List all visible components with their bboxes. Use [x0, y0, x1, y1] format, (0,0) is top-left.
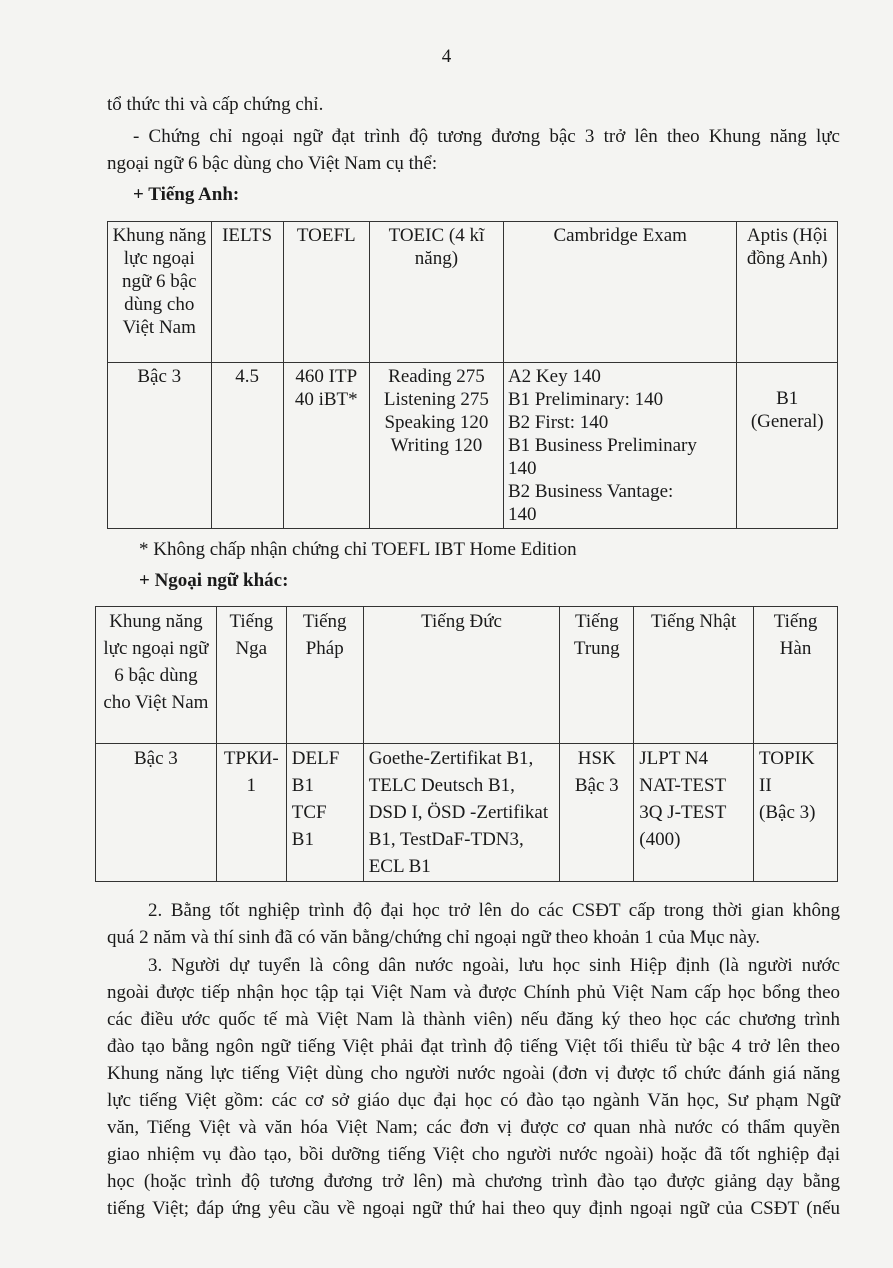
header-aptis: Aptis (Hội đồng Anh): [737, 222, 838, 363]
cell-russian: [216, 744, 286, 882]
cell-korean: [754, 744, 838, 882]
russian-line: ТРКИ-: [223, 748, 279, 769]
cell-german: Goethe-Zertifikat B1, TELC Deutsch B1, DSD I, ÖSD -Zertifikat B1, TestDaF-TDN3, ECL B1: [363, 744, 560, 882]
header-ielts: IELTS: [211, 222, 283, 363]
text-line: - Chứng chỉ ngoại ngữ đạt trình độ tương đương bậc 3 trở lên theo Khung năng lực: [133, 126, 840, 147]
cell-japanese: [634, 744, 754, 882]
text-line: Khung năng lực tiếng Việt dùng cho người nước ngoài (đơn vị được tổ chức đánh giá năng: [107, 1063, 840, 1084]
toeic-line: Speaking 120: [384, 412, 489, 433]
toefl-line: 40 iBT*: [294, 389, 358, 410]
text-line: đào tạo bằng ngôn ngữ tiếng Việt phải đạt trình độ tiếng Việt tối thiểu từ bậc 4 trở lên theo: [107, 1036, 840, 1057]
cambridge-line: B2 First: 140: [507, 412, 609, 433]
text-line: 2. Bằng tốt nghiệp trình độ đại học trở lên do các CSĐT cấp trong thời gian không: [148, 900, 840, 921]
english-heading: + Tiếng Anh:: [133, 184, 240, 205]
header-chinese: Tiếng Trung: [560, 607, 634, 744]
table-header-row: [108, 222, 838, 363]
korean-line: II: [759, 775, 772, 796]
toeic-line: Listening 275: [383, 389, 489, 410]
french-line: TCF: [291, 802, 327, 823]
japanese-line: 3Q J-TEST: [639, 802, 727, 823]
aptis-line: (General): [750, 411, 824, 432]
aptis-line: B1: [776, 388, 799, 409]
header-framework: Khung năng lực ngoại ngữ 6 bậc dùng cho Việt Nam: [96, 607, 217, 744]
header-japanese: Tiếng Nhật: [634, 607, 754, 744]
korean-line: (Bậc 3): [759, 802, 816, 823]
cell-chinese: [560, 744, 634, 882]
cambridge-line: 140: [507, 504, 537, 525]
cell-aptis: [737, 363, 838, 529]
text-line: 3. Người dự tuyển là công dân nước ngoài, lưu học sinh Hiệp định (là người nước: [148, 955, 840, 976]
french-line: DELF: [291, 748, 340, 769]
header-german: Tiếng Đức: [363, 607, 560, 744]
table-row: [108, 363, 838, 529]
text-line: ngoài được tiếp nhận học tập tại Việt Nam và được Chính phủ Việt Nam cấp học bổng theo: [107, 982, 840, 1003]
text-line: tiếng Việt; đáp ứng yêu cầu về ngoại ngữ thứ hai theo quy định ngoại ngữ của CSĐT (nếu: [107, 1198, 840, 1219]
toeic-line: Reading 275: [388, 366, 485, 387]
header-russian: Tiếng Nga: [216, 607, 286, 744]
toefl-line: 460 ITP: [295, 366, 358, 387]
page-number: 4: [441, 46, 452, 67]
cambridge-line: A2 Key 140: [507, 366, 601, 387]
cell-level: Bậc 3: [96, 744, 217, 882]
table-header-row: [96, 607, 838, 744]
english-certificate-table: [107, 221, 838, 529]
text-line: giao nhiệm vụ đào tạo, bồi dưỡng tiếng Việt cho người nước ngoài) hoặc đã tốt nghiệp đại: [107, 1144, 840, 1165]
french-line: B1: [291, 829, 314, 850]
cell-cambridge: [503, 363, 737, 529]
cambridge-line: B1 Preliminary: 140: [507, 389, 664, 410]
header-cambridge: Cambridge Exam: [503, 222, 737, 363]
cell-toefl: [283, 363, 369, 529]
cell-ielts: 4.5: [211, 363, 283, 529]
japanese-line: (400): [639, 829, 681, 850]
russian-line: 1: [246, 775, 257, 796]
header-toeic: TOEIC (4 kĩ năng): [369, 222, 503, 363]
japanese-line: NAT-TEST: [639, 775, 727, 796]
chinese-line: Bậc 3: [574, 775, 619, 796]
text-line: quá 2 năm và thí sinh đã có văn bằng/chứng chỉ ngoại ngữ theo khoản 1 của Mục này.: [107, 927, 761, 948]
text-line: tổ thức thi và cấp chứng chỉ.: [107, 94, 324, 115]
cell-french: [286, 744, 363, 882]
japanese-line: JLPT N4: [639, 748, 709, 769]
text-line: ngoại ngữ 6 bậc dùng cho Việt Nam cụ thể:: [107, 153, 438, 174]
toefl-note: * Không chấp nhận chứng chỉ TOEFL IBT Home Edition: [139, 539, 577, 560]
other-languages-heading: + Ngoại ngữ khác:: [139, 570, 289, 591]
text-line: văn, Tiếng Việt và văn hóa Việt Nam; các đơn vị được cơ quan nhà nước có thẩm quyền: [107, 1117, 840, 1138]
cambridge-line: B2 Business Vantage:: [507, 481, 674, 502]
cambridge-line: B1 Business Preliminary: [507, 435, 697, 456]
text-line: các điều ước quốc tế mà Việt Nam là thành viên) nếu đăng ký theo học các chương trình: [107, 1009, 840, 1030]
french-line: B1: [291, 775, 314, 796]
cell-level: Bậc 3: [108, 363, 212, 529]
chinese-line: HSK: [577, 748, 616, 769]
header-korean: Tiếng Hàn: [754, 607, 838, 744]
cell-toeic: [369, 363, 503, 529]
text-line: lực tiếng Việt gồm: các cơ sở giáo dục đại học có đào tạo ngành Văn học, Sư phạm Ngữ: [107, 1090, 840, 1111]
other-languages-table: [95, 606, 838, 882]
header-french: Tiếng Pháp: [286, 607, 363, 744]
text-line: học (hoặc trình độ tương đương trở lên) mà chương trình đào tạo được giảng dạy bằng: [107, 1171, 840, 1192]
toeic-line: Writing 120: [390, 435, 483, 456]
header-toefl: TOEFL: [283, 222, 369, 363]
table-row: [96, 744, 838, 882]
korean-line: TOPIK: [759, 748, 815, 769]
header-framework: Khung năng lực ngoại ngữ 6 bậc dùng cho Việt Nam: [108, 222, 212, 363]
cambridge-line: 140: [507, 458, 537, 479]
